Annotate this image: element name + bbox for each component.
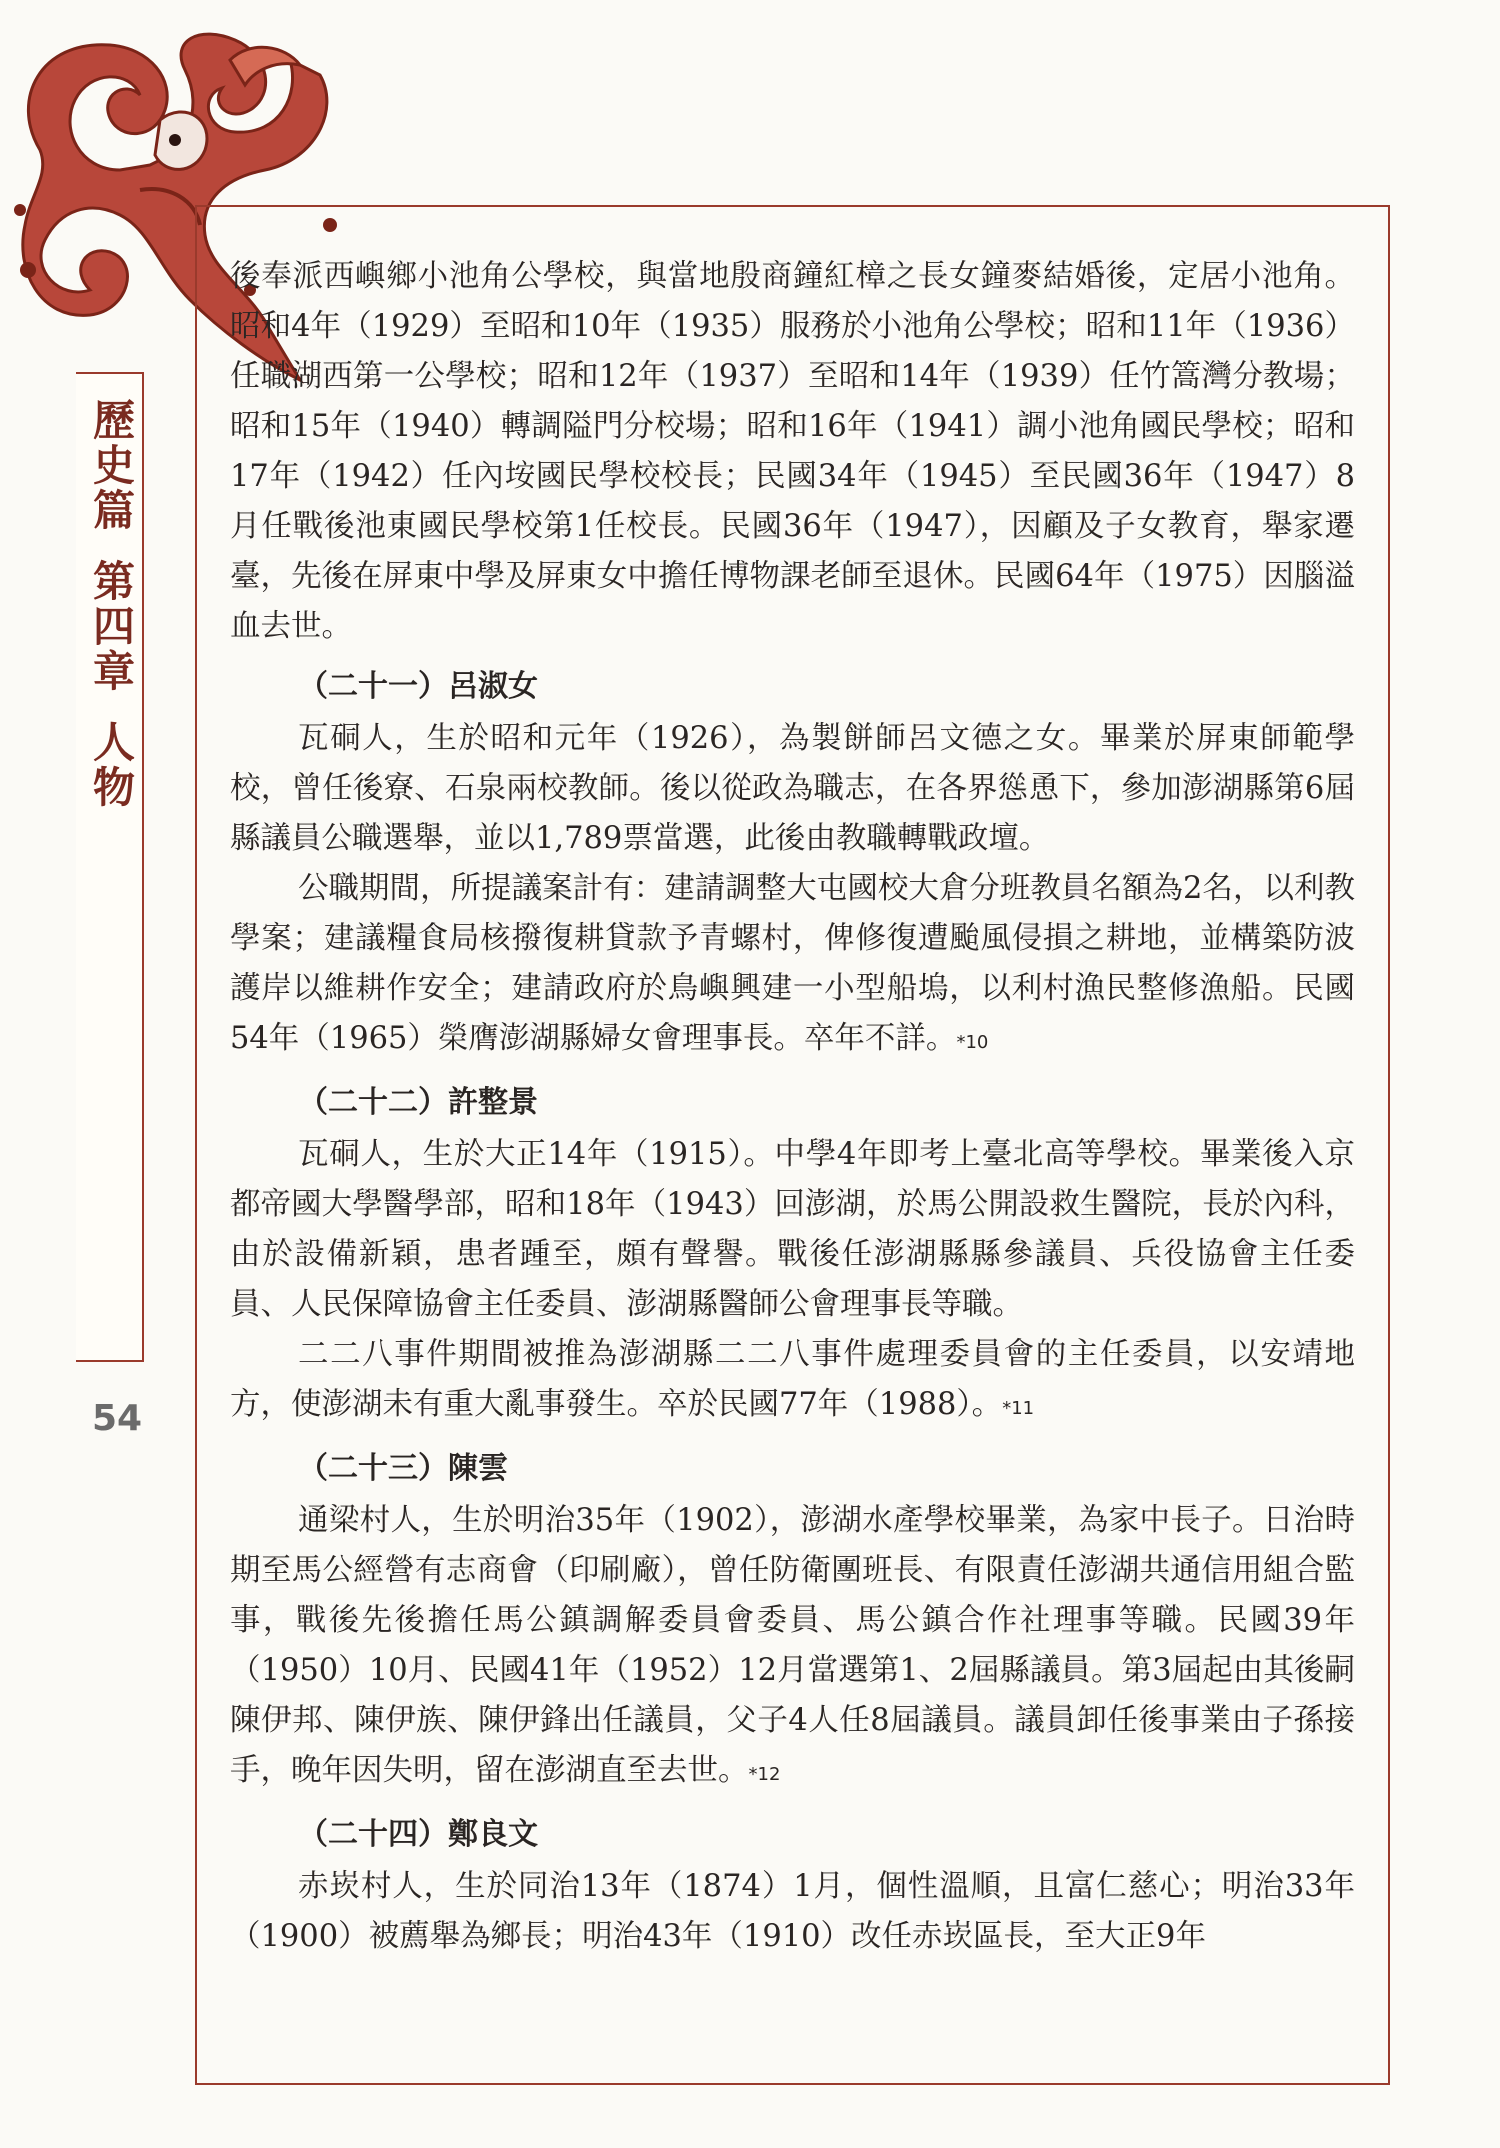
section-heading: （二十三）陳雲 — [298, 1451, 508, 1486]
footnote-ref: *11 — [1002, 1398, 1035, 1419]
section-title: 人物 — [87, 720, 136, 810]
chapter-title: 第四章 — [87, 559, 136, 694]
paragraph-text: 瓦硐人，生於昭和元年（1926），為製餅師呂文德之女。畢業於屏東師範學校，曾任後寮、石泉兩校教師。後以從政為職志，在各界慫恿下，參加澎湖縣第6屆縣議員公職選舉，並以1,789票當選，此後由教職轉戰政壇。 — [230, 721, 1355, 856]
intro-paragraph: 後奉派西嶼鄉小池角公學校，與當地殷商鐘紅樟之長女鐘麥結婚後，定居小池角。昭和4年（1929）至昭和10年（1935）服務於小池角公學校；昭和11年（1936）任職湖西第一公學校；昭和12年（1937）至昭和14年（1939）任竹篙灣分教場；昭和15年（1940）轉調隘門分校場；昭和16年（1941）調小池角國民學校；昭和17年（1942）任內垵國民學校校長；民國34年（1945）至民國36年（1947）8月任戰後池東國民學校第1任校長。民國36年（1947），因顧及子女教育，舉家遷臺，先後在屏東中學及屏東女中擔任博物課老師至退休。民國64年（1975）因腦溢血去世。 — [230, 259, 1355, 644]
section-heading: （二十二）許整景 — [298, 1085, 538, 1120]
part-title: 歷史篇 — [87, 398, 136, 533]
paragraph — [230, 714, 1355, 864]
section-heading: （二十四）鄭良文 — [298, 1817, 538, 1852]
paragraph-text: 瓦硐人，生於大正14年（1915）。中學4年即考上臺北高等學校。畢業後入京都帝國大學醫學部，昭和18年（1943）回澎湖，於馬公開設救生醫院，長於內科，由於設備新穎，患者踵至，頗有聲譽。戰後任澎湖縣縣參議員、兵役協會主任委員、人民保障協會主任委員、澎湖縣醫師公會理事長等職。 — [230, 1137, 1355, 1322]
page-number: 54 — [92, 1398, 143, 1439]
footnote-ref: *12 — [748, 1764, 781, 1785]
footnote-ref: *10 — [956, 1032, 989, 1053]
paragraph-text: 通梁村人，生於明治35年（1902），澎湖水產學校畢業，為家中長子。日治時期至馬公經營有志商會（印刷廠），曾任防衛團班長、有限責任澎湖共通信用組合監事，戰後先後擔任馬公鎮調解委員會委員、馬公鎮合作社理事等職。民國39年（1950）10月、民國41年（1952）12月當選第1、2屆縣議員。第3屆起由其後嗣陳伊邦、陳伊族、陳伊鋒出任議員，父子4人任8屆議員。議員卸任後事業由子孫接手，晚年因失明，留在澎湖直至去世。 — [230, 1503, 1355, 1788]
chapter-label — [88, 398, 134, 810]
paragraph-text: 二二八事件期間被推為澎湖縣二二八事件處理委員會的主任委員，以安靖地方，使澎湖未有重大亂事發生。卒於民國77年（1988）。 — [230, 1337, 1355, 1422]
main-text — [230, 252, 1355, 1962]
paragraph — [230, 1862, 1355, 1962]
paragraph — [230, 864, 1355, 1068]
paragraph-text: 赤崁村人，生於同治13年（1874）1月，個性溫順，且富仁慈心；明治33年（1900）被薦舉為鄉長；明治43年（1910）改任赤崁區長，至大正9年 — [230, 1869, 1355, 1954]
paragraph-text: 公職期間，所提議案計有：建請調整大屯國校大倉分班教員名額為2名，以利教學案；建議糧食局核撥復耕貸款予青螺村，俾修復遭颱風侵損之耕地，並構築防波護岸以維耕作安全；建請政府於鳥嶼興建一小型船塢，以利村漁民整修漁船。民國54年（1965）榮膺澎湖縣婦女會理事長。卒年不詳。 — [230, 871, 1355, 1056]
paragraph — [230, 1330, 1355, 1434]
section-heading: （二十一）呂淑女 — [298, 669, 538, 704]
paragraph — [230, 1130, 1355, 1330]
paragraph — [230, 1496, 1355, 1800]
